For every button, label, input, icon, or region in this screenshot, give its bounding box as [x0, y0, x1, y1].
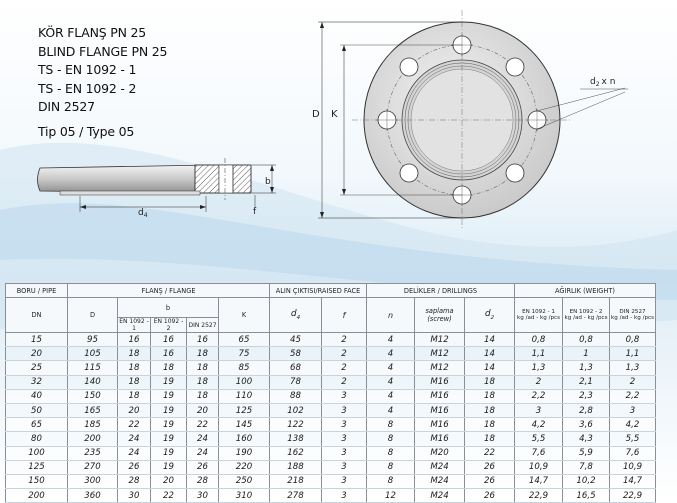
table-cell: 18: [118, 389, 151, 403]
table-cell: 18: [151, 361, 187, 375]
dim-f-label: f: [253, 207, 257, 217]
table-cell: M16: [415, 432, 465, 446]
table-cell: 138: [270, 432, 322, 446]
table-cell: 4: [367, 375, 415, 389]
table-cell: 18: [465, 403, 515, 417]
table-row: [6, 403, 656, 417]
table-cell: 122: [270, 418, 322, 432]
table-cell: 22: [187, 418, 219, 432]
table-cell: 3: [322, 474, 367, 488]
table-cell: M12: [415, 361, 465, 375]
dim-b-label: b: [265, 177, 271, 187]
table-cell: 102: [270, 403, 322, 417]
table-cell: 3: [322, 446, 367, 460]
table-cell: 4,2: [610, 418, 656, 432]
table-cell: 7,6: [515, 446, 563, 460]
table-cell: 100: [219, 375, 270, 389]
table-cell: 18: [187, 361, 219, 375]
table-cell: 1,1: [515, 347, 563, 361]
table-cell: 165: [68, 403, 118, 417]
col-d2: $d_2$: [465, 298, 515, 333]
table-cell: 18: [465, 375, 515, 389]
table-cell: 5,5: [515, 432, 563, 446]
table-cell: 14: [465, 333, 515, 347]
table-cell: 18: [465, 389, 515, 403]
table-cell: 162: [270, 446, 322, 460]
table-cell: 235: [68, 446, 118, 460]
table-cell: 7,6: [610, 446, 656, 460]
col-K: K: [219, 298, 270, 333]
table-cell: 26: [465, 474, 515, 488]
table-cell: M16: [415, 389, 465, 403]
table-cell: M16: [415, 418, 465, 432]
table-row: [6, 460, 656, 474]
standard-1: TS - EN 1092 - 1: [38, 62, 137, 77]
table-cell: 1,3: [563, 361, 610, 375]
table-cell: 15: [6, 333, 68, 347]
table-row: [6, 446, 656, 460]
table-cell: M24: [415, 474, 465, 488]
table-cell: 4: [367, 361, 415, 375]
table-cell: 0,8: [563, 333, 610, 347]
table-cell: 14: [465, 347, 515, 361]
table-cell: 5,9: [563, 446, 610, 460]
table-cell: 4,3: [563, 432, 610, 446]
table-cell: 1: [563, 347, 610, 361]
table-cell: 2: [322, 347, 367, 361]
table-cell: 7,8: [563, 460, 610, 474]
header-flange: FLANŞ / FLANGE: [68, 284, 270, 298]
title-en: BLIND FLANGE PN 25: [38, 43, 168, 59]
table-cell: M16: [415, 403, 465, 417]
table-cell: 22: [118, 418, 151, 432]
table-cell: 30: [118, 489, 151, 503]
table-cell: 4: [367, 403, 415, 417]
table-cell: 24: [118, 446, 151, 460]
dim-D-label: D: [312, 109, 320, 120]
col-b: b: [118, 298, 219, 318]
table-cell: 4,2: [515, 418, 563, 432]
table-cell: 125: [219, 403, 270, 417]
table-cell: 18: [118, 361, 151, 375]
table-cell: 110: [219, 389, 270, 403]
table-cell: 16: [151, 347, 187, 361]
table-cell: 125: [6, 460, 68, 474]
table-cell: 5,5: [610, 432, 656, 446]
table-cell: 3: [322, 460, 367, 474]
table-cell: 310: [219, 489, 270, 503]
table-cell: 18: [118, 347, 151, 361]
table-cell: 85: [219, 361, 270, 375]
table-row: [6, 474, 656, 488]
table-cell: 20: [151, 474, 187, 488]
table-cell: 160: [219, 432, 270, 446]
table-cell: 10,2: [563, 474, 610, 488]
table-cell: 24: [187, 432, 219, 446]
table-cell: 26: [465, 489, 515, 503]
standard-din: DIN 2527: [38, 99, 95, 114]
table-cell: M20: [415, 446, 465, 460]
table-cell: 115: [68, 361, 118, 375]
table-cell: 10,9: [610, 460, 656, 474]
table-row: [6, 333, 656, 347]
table-cell: M24: [415, 460, 465, 474]
table-cell: 8: [367, 460, 415, 474]
table-cell: 19: [151, 460, 187, 474]
table-cell: 150: [68, 389, 118, 403]
header-pipe: BORU / PIPE: [6, 284, 68, 298]
table-cell: 65: [219, 333, 270, 347]
table-cell: 8: [367, 418, 415, 432]
table-cell: M12: [415, 347, 465, 361]
table-cell: 2: [322, 361, 367, 375]
table-cell: 3,6: [563, 418, 610, 432]
table-cell: 278: [270, 489, 322, 503]
table-cell: 250: [219, 474, 270, 488]
dimension-table: [5, 283, 656, 503]
table-cell: 145: [219, 418, 270, 432]
table-cell: 8: [367, 446, 415, 460]
table-cell: 1,3: [610, 361, 656, 375]
table-cell: 14: [465, 361, 515, 375]
table-cell: 2: [610, 375, 656, 389]
table-cell: 16: [151, 333, 187, 347]
table-row: [6, 489, 656, 503]
table-cell: 78: [270, 375, 322, 389]
dim-d2n-label: $d_2$ x n: [590, 77, 616, 88]
table-cell: 19: [151, 375, 187, 389]
table-cell: 150: [6, 474, 68, 488]
table-cell: 2: [322, 333, 367, 347]
table-cell: 40: [6, 389, 68, 403]
table-cell: 100: [6, 446, 68, 460]
table-cell: 4: [367, 389, 415, 403]
table-cell: 26: [465, 460, 515, 474]
type-label: Tip 05 / Type 05: [38, 123, 135, 139]
table-cell: 58: [270, 347, 322, 361]
table-cell: 140: [68, 375, 118, 389]
table-cell: 26: [118, 460, 151, 474]
table-cell: 3: [322, 389, 367, 403]
header-raised-face: ALIN ÇIKTISI/RAISED FACE: [270, 284, 367, 298]
table-cell: 16,5: [563, 489, 610, 503]
table-cell: 12: [367, 489, 415, 503]
table-body: [6, 333, 656, 503]
table-cell: 22: [465, 446, 515, 460]
table-cell: 65: [6, 418, 68, 432]
table-cell: 300: [68, 474, 118, 488]
table-row: [6, 361, 656, 375]
col-n: n: [367, 298, 415, 333]
table-cell: 32: [6, 375, 68, 389]
table-cell: 26: [187, 460, 219, 474]
header-weight: AĞIRLIK (WEIGHT): [515, 284, 656, 298]
table-cell: 80: [6, 432, 68, 446]
table-cell: 18: [465, 432, 515, 446]
table-cell: 200: [6, 489, 68, 503]
table-cell: 22,9: [515, 489, 563, 503]
table-row: [6, 347, 656, 361]
table-row: [6, 432, 656, 446]
table-cell: 20: [6, 347, 68, 361]
front-view: [312, 10, 628, 228]
table-cell: 360: [68, 489, 118, 503]
dim-d4-label: $d_4$: [138, 208, 148, 219]
table-cell: 1,1: [610, 347, 656, 361]
table-cell: 20: [187, 403, 219, 417]
table-cell: M16: [415, 375, 465, 389]
table-cell: 3: [322, 489, 367, 503]
table-cell: 2: [322, 375, 367, 389]
table-cell: 2,3: [563, 389, 610, 403]
table-cell: 24: [187, 446, 219, 460]
table-cell: 20: [118, 403, 151, 417]
col-b-en2: EN 1092 - 2: [151, 318, 187, 333]
table-cell: 18: [187, 347, 219, 361]
table-cell: 220: [219, 460, 270, 474]
table-cell: 8: [367, 474, 415, 488]
table-cell: 0,8: [515, 333, 563, 347]
table-cell: 218: [270, 474, 322, 488]
table-cell: 2,2: [610, 389, 656, 403]
table-cell: 190: [219, 446, 270, 460]
standard-2: TS - EN 1092 - 2: [38, 80, 137, 96]
table-cell: 2,2: [515, 389, 563, 403]
table-row: [6, 375, 656, 389]
table-cell: 16: [118, 333, 151, 347]
col-weight-en2: EN 1092 - 2 kg /ad - kg /pcs: [563, 298, 610, 333]
table-cell: 19: [151, 418, 187, 432]
table-cell: 50: [6, 403, 68, 417]
table-cell: 3: [322, 418, 367, 432]
table-cell: 10,9: [515, 460, 563, 474]
side-view: [38, 158, 277, 219]
col-dn: DN: [6, 298, 68, 333]
table-cell: 3: [322, 403, 367, 417]
table-cell: 2: [515, 375, 563, 389]
table-cell: 105: [68, 347, 118, 361]
table-cell: 24: [118, 432, 151, 446]
table-cell: 19: [151, 389, 187, 403]
table-cell: 3: [610, 403, 656, 417]
table-cell: 14,7: [610, 474, 656, 488]
table-cell: 4: [367, 347, 415, 361]
table-cell: 8: [367, 432, 415, 446]
table-row: [6, 389, 656, 403]
table-row: [6, 418, 656, 432]
table-cell: 0,8: [610, 333, 656, 347]
header-drillings: DELİKLER / DRILLINGS: [367, 284, 515, 298]
table-cell: 200: [68, 432, 118, 446]
table-cell: 45: [270, 333, 322, 347]
table-cell: 2,8: [563, 403, 610, 417]
col-b-en1: EN 1092 - 1: [119, 318, 149, 332]
table-cell: 68: [270, 361, 322, 375]
col-b-din: DIN 2527: [187, 318, 219, 333]
table-cell: 30: [187, 489, 219, 503]
table-cell: M24: [415, 489, 465, 503]
table-cell: 4: [367, 333, 415, 347]
table-cell: 19: [151, 403, 187, 417]
table-cell: 1,3: [515, 361, 563, 375]
table-cell: 95: [68, 333, 118, 347]
table-cell: 18: [187, 389, 219, 403]
col-d4: $d_4$: [270, 298, 322, 333]
table-cell: 270: [68, 460, 118, 474]
col-f: f: [322, 298, 367, 333]
table-cell: 28: [187, 474, 219, 488]
col-weight-din: DIN 2527 kg /ad - kg /pcs: [610, 298, 656, 333]
table-cell: 19: [151, 446, 187, 460]
table-cell: 18: [187, 375, 219, 389]
title-tr: KÖR FLANŞ PN 25: [38, 25, 147, 40]
table-cell: 188: [270, 460, 322, 474]
table-cell: 16: [187, 333, 219, 347]
table-cell: 2,1: [563, 375, 610, 389]
table-cell: 22: [151, 489, 187, 503]
table-cell: M12: [415, 333, 465, 347]
table-cell: 25: [6, 361, 68, 375]
col-weight-en1: EN 1092 - 1 kg /ad - kg /pcs: [515, 298, 563, 333]
dim-K-label: K: [331, 109, 338, 120]
table-cell: 3: [322, 432, 367, 446]
table-cell: 3: [515, 403, 563, 417]
table-cell: 19: [151, 432, 187, 446]
col-D: D: [68, 298, 118, 333]
table-cell: 18: [118, 375, 151, 389]
table-cell: 75: [219, 347, 270, 361]
table-cell: 14,7: [515, 474, 563, 488]
table-cell: 88: [270, 389, 322, 403]
table-cell: 18: [465, 418, 515, 432]
table-cell: 28: [118, 474, 151, 488]
table-cell: 22,9: [610, 489, 656, 503]
col-screw: saplama (screw): [415, 298, 465, 333]
table-cell: 185: [68, 418, 118, 432]
